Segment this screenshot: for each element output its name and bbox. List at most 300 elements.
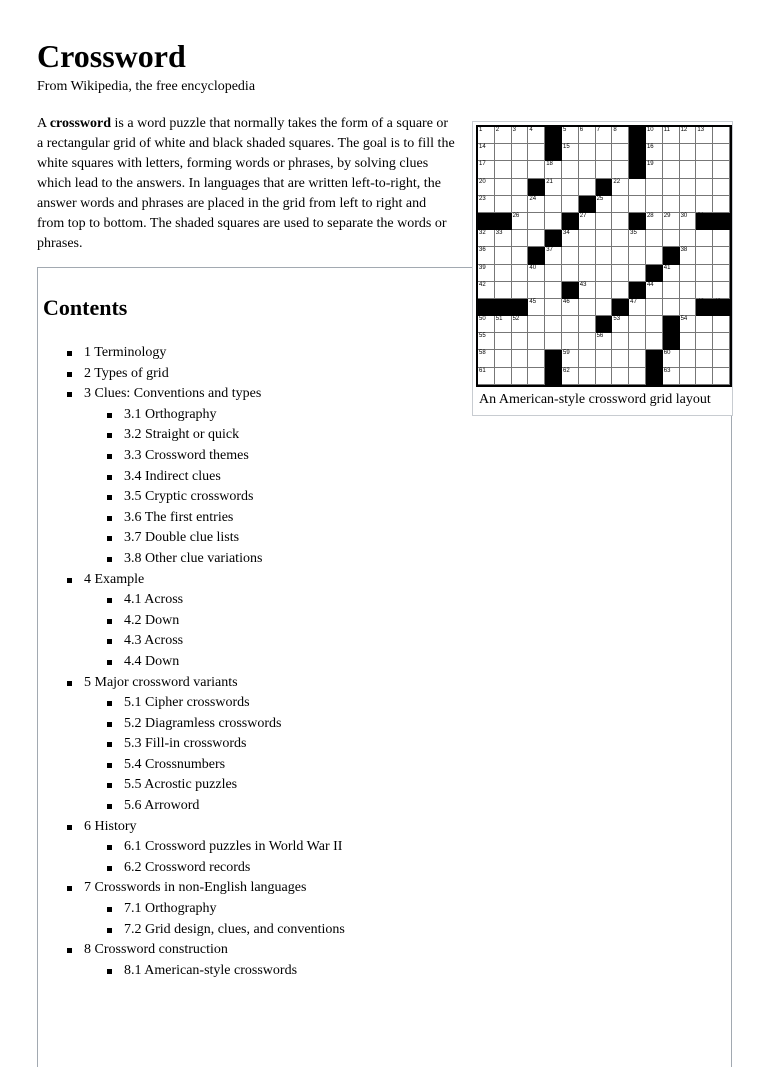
bullet-icon <box>67 351 72 356</box>
grid-cell <box>478 247 495 264</box>
toc-link[interactable]: 3.5 Cryptic crosswords <box>124 489 254 505</box>
toc-link[interactable]: 3.3 Crossword themes <box>124 447 249 463</box>
grid-cell <box>596 247 613 264</box>
grid-cell <box>713 127 730 144</box>
grid-black-cell <box>579 196 596 213</box>
toc-item <box>64 467 345 488</box>
grid-cell <box>663 350 680 367</box>
grid-cell <box>680 161 697 178</box>
grid-cell <box>579 265 596 282</box>
grid-black-cell <box>629 213 646 230</box>
toc-item <box>64 693 345 714</box>
bullet-icon <box>107 969 112 974</box>
toc-link[interactable]: 5.4 Crossnumbers <box>124 756 226 772</box>
grid-cell <box>696 161 713 178</box>
toc-link[interactable]: 3.7 Double clue lists <box>124 530 240 546</box>
grid-cell <box>680 196 697 213</box>
cell-number: 26 <box>512 212 520 219</box>
grid-cell <box>696 333 713 350</box>
cell-number: 58 <box>479 350 486 357</box>
grid-black-cell <box>545 368 562 385</box>
grid-cell <box>528 333 545 350</box>
cell-number: 61 <box>479 367 486 374</box>
toc-title: Contents <box>43 295 128 320</box>
grid-cell <box>596 368 613 385</box>
cell-number: 27 <box>579 212 587 219</box>
toc-item <box>64 405 345 426</box>
toc-item <box>64 343 345 364</box>
bullet-icon <box>67 825 72 830</box>
toc-link[interactable]: 7 Crosswords in non-English languages <box>84 880 307 896</box>
cell-number: 24 <box>529 195 537 202</box>
bullet-icon <box>107 742 112 747</box>
grid-cell <box>596 299 613 316</box>
grid-cell <box>612 368 629 385</box>
grid-cell <box>663 368 680 385</box>
grid-cell <box>646 179 663 196</box>
grid-cell <box>680 299 697 316</box>
grid-cell <box>596 333 613 350</box>
grid-cell <box>545 265 562 282</box>
grid-cell <box>696 368 713 385</box>
grid-cell <box>528 299 545 316</box>
cell-number: 32 <box>479 230 486 237</box>
grid-cell <box>680 333 697 350</box>
cell-number: 20 <box>479 178 486 185</box>
toc-item <box>64 940 345 961</box>
cell-number: 6 <box>579 127 584 133</box>
grid-black-cell <box>646 350 663 367</box>
cell-number: 41 <box>663 264 671 271</box>
grid-cell <box>528 230 545 247</box>
crossword-figure <box>472 121 733 416</box>
grid-cell <box>512 213 529 230</box>
grid-cell <box>629 333 646 350</box>
grid-cell <box>512 247 529 264</box>
bullet-icon <box>107 763 112 768</box>
grid-cell <box>512 144 529 161</box>
page-subtitle: From Wikipedia, the free encyclopedia <box>37 79 256 94</box>
grid-cell <box>663 213 680 230</box>
grid-cell <box>629 196 646 213</box>
cell-number: 7 <box>596 127 600 133</box>
cell-number: 23 <box>479 195 486 202</box>
grid-cell <box>629 247 646 264</box>
cell-number: 18 <box>546 161 553 168</box>
toc-link[interactable]: 2 Types of grid <box>84 365 169 381</box>
grid-cell <box>579 247 596 264</box>
grid-cell <box>612 196 629 213</box>
grid-cell <box>663 282 680 299</box>
grid-black-cell <box>545 144 562 161</box>
grid-cell <box>562 299 579 316</box>
bullet-icon <box>107 722 112 727</box>
cell-number: 55 <box>479 333 486 340</box>
grid-cell <box>562 127 579 144</box>
grid-cell <box>562 247 579 264</box>
grid-cell <box>713 316 730 333</box>
grid-cell <box>512 265 529 282</box>
toc-link[interactable]: 5 Major crossword variants <box>84 674 238 690</box>
cell-number: 22 <box>613 178 621 185</box>
grid-cell <box>562 144 579 161</box>
bullet-icon <box>107 660 112 665</box>
cell-number: 14 <box>479 144 486 151</box>
grid-cell <box>562 161 579 178</box>
cell-number: 52 <box>512 316 520 323</box>
grid-black-cell <box>478 299 495 316</box>
grid-cell <box>528 316 545 333</box>
cell-number: 10 <box>646 127 654 133</box>
cell-number: 12 <box>680 127 688 133</box>
toc-item <box>64 817 345 838</box>
grid-cell <box>512 333 529 350</box>
grid-black-cell <box>696 299 713 316</box>
grid-cell <box>579 161 596 178</box>
grid-black-cell <box>478 213 495 230</box>
bullet-icon <box>107 413 112 418</box>
toc-link[interactable]: 3 Clues: Conventions and types <box>84 386 262 402</box>
grid-cell <box>512 350 529 367</box>
bullet-icon <box>107 804 112 809</box>
grid-cell <box>646 213 663 230</box>
toc-link[interactable]: 5.6 Arroword <box>124 798 200 814</box>
toc-item <box>64 611 345 632</box>
toc-item <box>64 734 345 755</box>
grid-black-cell <box>713 299 730 316</box>
page-title: Crossword <box>37 38 186 74</box>
intro-paragraph <box>37 114 455 254</box>
toc-link[interactable]: 3.8 Other clue variations <box>124 550 263 566</box>
grid-cell <box>545 316 562 333</box>
grid-cell <box>528 196 545 213</box>
cell-number: 2 <box>495 127 500 133</box>
cell-number: 62 <box>562 367 570 374</box>
grid-cell <box>478 127 495 144</box>
grid-black-cell <box>696 213 713 230</box>
grid-black-cell <box>545 230 562 247</box>
cell-number: 8 <box>613 127 617 133</box>
cell-number: 31 <box>697 212 705 219</box>
grid-cell <box>579 282 596 299</box>
grid-cell <box>495 265 512 282</box>
intro-body: is a word puzzle that normally takes the form of a square or a rectangular grid of white and black shaded squares. The goal is to fill the white squares with letters, forming words or phrases, by solving clues which lead to the answers. In languages that are written left-to-right, the answer words and phrases are placed in the grid from left to right and from top to bottom. The shaded squares are used to separate the words or phrases. <box>37 116 455 251</box>
grid-cell <box>680 265 697 282</box>
toc-item <box>64 714 345 735</box>
cell-number: 30 <box>680 212 688 219</box>
grid-cell <box>545 247 562 264</box>
cell-number: 48 <box>697 298 705 305</box>
bullet-icon <box>107 454 112 459</box>
toc-link[interactable]: 4 Example <box>84 571 145 587</box>
grid-cell <box>646 161 663 178</box>
grid-cell <box>596 350 613 367</box>
toc-item <box>64 446 345 467</box>
toc-item <box>64 364 345 385</box>
grid-cell <box>680 144 697 161</box>
toc-link[interactable]: 3.6 The first entries <box>124 509 234 525</box>
cell-number: 47 <box>630 298 637 305</box>
toc-item <box>64 631 345 652</box>
grid-cell <box>696 247 713 264</box>
grid-cell <box>545 282 562 299</box>
grid-cell <box>629 230 646 247</box>
grid-cell <box>495 282 512 299</box>
toc-item <box>64 837 345 858</box>
toc-item <box>64 487 345 508</box>
grid-cell <box>545 213 562 230</box>
grid-cell <box>713 368 730 385</box>
bullet-icon <box>107 866 112 871</box>
bullet-icon <box>107 845 112 850</box>
toc-link[interactable]: 5.5 Acrostic puzzles <box>124 777 238 793</box>
grid-cell <box>646 230 663 247</box>
grid-cell <box>680 316 697 333</box>
grid-cell <box>512 368 529 385</box>
grid-cell <box>713 282 730 299</box>
grid-cell <box>495 333 512 350</box>
toc-link[interactable]: 4.1 Across <box>124 592 184 608</box>
toc-link[interactable]: 8 Crossword construction <box>84 942 228 958</box>
cell-number: 50 <box>479 316 486 323</box>
cell-number: 11 <box>663 127 670 133</box>
grid-cell <box>646 247 663 264</box>
cell-number: 25 <box>596 195 604 202</box>
grid-cell <box>696 179 713 196</box>
toc-item <box>64 425 345 446</box>
bullet-icon <box>107 928 112 933</box>
bullet-icon <box>107 619 112 624</box>
toc-link[interactable]: 1 Terminology <box>84 345 167 360</box>
grid-cell <box>680 213 697 230</box>
grid-cell <box>478 179 495 196</box>
grid-black-cell <box>629 127 646 144</box>
toc-link[interactable]: 3.1 Orthography <box>124 406 217 422</box>
grid-cell <box>579 350 596 367</box>
grid-cell <box>478 316 495 333</box>
intro-prefix: A <box>37 116 50 131</box>
grid-black-cell <box>612 299 629 316</box>
toc-item <box>64 590 345 611</box>
toc-item <box>64 384 345 405</box>
toc-link[interactable]: 7.2 Grid design, clues, and conventions <box>124 921 345 937</box>
grid-cell <box>696 127 713 144</box>
toc-link[interactable]: 6 History <box>84 818 137 834</box>
grid-cell <box>663 265 680 282</box>
grid-cell <box>696 282 713 299</box>
grid-cell <box>696 265 713 282</box>
cell-number: 63 <box>663 367 671 374</box>
bullet-icon <box>107 907 112 912</box>
grid-cell <box>696 230 713 247</box>
cell-number: 3 <box>512 127 516 133</box>
intro-bold-term: crossword <box>49 116 112 131</box>
toc-link[interactable]: 6.1 Crossword puzzles in World War II <box>124 839 343 855</box>
cell-number: 46 <box>562 298 570 305</box>
grid-cell <box>579 213 596 230</box>
bullet-icon <box>107 536 112 541</box>
figure-caption: An American-style crossword grid layout <box>479 392 711 407</box>
grid-cell <box>680 179 697 196</box>
grid-cell <box>579 299 596 316</box>
grid-cell <box>612 230 629 247</box>
grid-black-cell <box>545 350 562 367</box>
grid-cell <box>528 368 545 385</box>
grid-cell <box>562 368 579 385</box>
cell-number: 45 <box>529 298 537 305</box>
grid-black-cell <box>629 144 646 161</box>
grid-cell <box>579 179 596 196</box>
grid-black-cell <box>495 299 512 316</box>
grid-cell <box>646 282 663 299</box>
toc-link[interactable]: 7.1 Orthography <box>124 901 217 917</box>
grid-cell <box>579 127 596 144</box>
grid-black-cell <box>663 316 680 333</box>
grid-cell <box>495 179 512 196</box>
grid-cell <box>713 230 730 247</box>
grid-cell <box>579 144 596 161</box>
toc-item <box>64 920 345 941</box>
toc-link[interactable]: 3.2 Straight or quick <box>124 427 240 443</box>
toc-link[interactable]: 8.1 American-style crosswords <box>124 962 298 978</box>
grid-cell <box>713 161 730 178</box>
grid-black-cell <box>629 161 646 178</box>
grid-cell <box>528 161 545 178</box>
grid-cell <box>713 196 730 213</box>
cell-number: 19 <box>646 161 654 168</box>
grid-cell <box>512 179 529 196</box>
grid-cell <box>629 350 646 367</box>
toc-item <box>64 961 345 982</box>
toc-link[interactable]: 5.1 Cipher crosswords <box>124 695 250 711</box>
cell-number: 38 <box>680 247 688 254</box>
grid-cell <box>545 161 562 178</box>
cell-number: 34 <box>562 230 570 237</box>
toc-list <box>64 343 345 981</box>
cell-number: 43 <box>579 281 587 288</box>
grid-cell <box>663 161 680 178</box>
bullet-icon <box>67 578 72 583</box>
grid-cell <box>713 350 730 367</box>
cell-number: 49 <box>714 298 721 305</box>
grid-cell <box>495 350 512 367</box>
bullet-icon <box>67 948 72 953</box>
grid-cell <box>713 247 730 264</box>
grid-cell <box>545 179 562 196</box>
grid-cell <box>629 368 646 385</box>
toc-item <box>64 528 345 549</box>
toc-link[interactable]: 4.3 Across <box>124 633 184 649</box>
toc-item <box>64 878 345 899</box>
cell-number: 39 <box>479 264 486 271</box>
grid-cell <box>545 333 562 350</box>
grid-cell <box>663 230 680 247</box>
grid-black-cell <box>646 368 663 385</box>
grid-black-cell <box>663 333 680 350</box>
cell-number: 53 <box>613 316 621 323</box>
toc-link[interactable]: 5.3 Fill-in crosswords <box>124 736 247 752</box>
grid-cell <box>562 179 579 196</box>
grid-black-cell <box>562 213 579 230</box>
grid-cell <box>663 144 680 161</box>
grid-cell <box>528 127 545 144</box>
grid-cell <box>680 282 697 299</box>
bullet-icon <box>107 701 112 706</box>
grid-cell <box>680 127 697 144</box>
grid-cell <box>612 179 629 196</box>
grid-cell <box>579 333 596 350</box>
toc-link[interactable]: 6.2 Crossword records <box>124 859 251 875</box>
cell-number: 16 <box>646 144 654 151</box>
cell-number: 57 <box>663 333 671 340</box>
grid-cell <box>596 196 613 213</box>
grid-cell <box>680 368 697 385</box>
grid-black-cell <box>596 179 613 196</box>
grid-cell <box>512 127 529 144</box>
cell-number: 28 <box>646 212 654 219</box>
bullet-icon <box>107 598 112 603</box>
cell-number: 36 <box>479 247 486 254</box>
toc-item <box>64 673 345 694</box>
toc-link[interactable]: 4.2 Down <box>124 612 180 628</box>
grid-cell <box>495 368 512 385</box>
grid-cell <box>713 333 730 350</box>
toc-link[interactable]: 5.2 Diagramless crosswords <box>124 715 282 731</box>
grid-cell <box>612 333 629 350</box>
grid-cell <box>562 196 579 213</box>
cell-number: 42 <box>479 281 486 288</box>
bullet-icon <box>107 639 112 644</box>
cell-number: 56 <box>596 333 604 340</box>
grid-cell <box>562 316 579 333</box>
crossword-grid-image[interactable] <box>476 125 732 387</box>
cell-number: 17 <box>479 161 486 168</box>
toc-link[interactable]: 4.4 Down <box>124 653 180 669</box>
grid-cell <box>629 316 646 333</box>
bullet-icon <box>107 433 112 438</box>
bullet-icon <box>67 681 72 686</box>
grid-cell <box>478 333 495 350</box>
grid-cell <box>478 368 495 385</box>
grid-cell <box>646 316 663 333</box>
toc-item <box>64 508 345 529</box>
grid-cell <box>612 316 629 333</box>
toc-link[interactable]: 3.4 Indirect clues <box>124 468 221 484</box>
grid-cell <box>478 350 495 367</box>
grid-cell <box>612 282 629 299</box>
grid-cell <box>528 350 545 367</box>
cell-number: 60 <box>663 350 671 357</box>
cell-number: 44 <box>646 281 654 288</box>
grid-cell <box>512 282 529 299</box>
grid-cell <box>478 265 495 282</box>
cell-number: 13 <box>697 127 705 133</box>
grid-cell <box>528 282 545 299</box>
grid-cell <box>596 282 613 299</box>
grid-black-cell <box>562 282 579 299</box>
grid-cell <box>512 161 529 178</box>
bullet-icon <box>107 475 112 480</box>
grid-cell <box>663 179 680 196</box>
grid-cell <box>696 144 713 161</box>
bullet-icon <box>107 495 112 500</box>
cell-number: 21 <box>546 178 553 185</box>
toc-item <box>64 796 345 817</box>
grid-cell <box>680 350 697 367</box>
grid-cell <box>495 247 512 264</box>
grid-cell <box>562 265 579 282</box>
grid-cell <box>612 247 629 264</box>
